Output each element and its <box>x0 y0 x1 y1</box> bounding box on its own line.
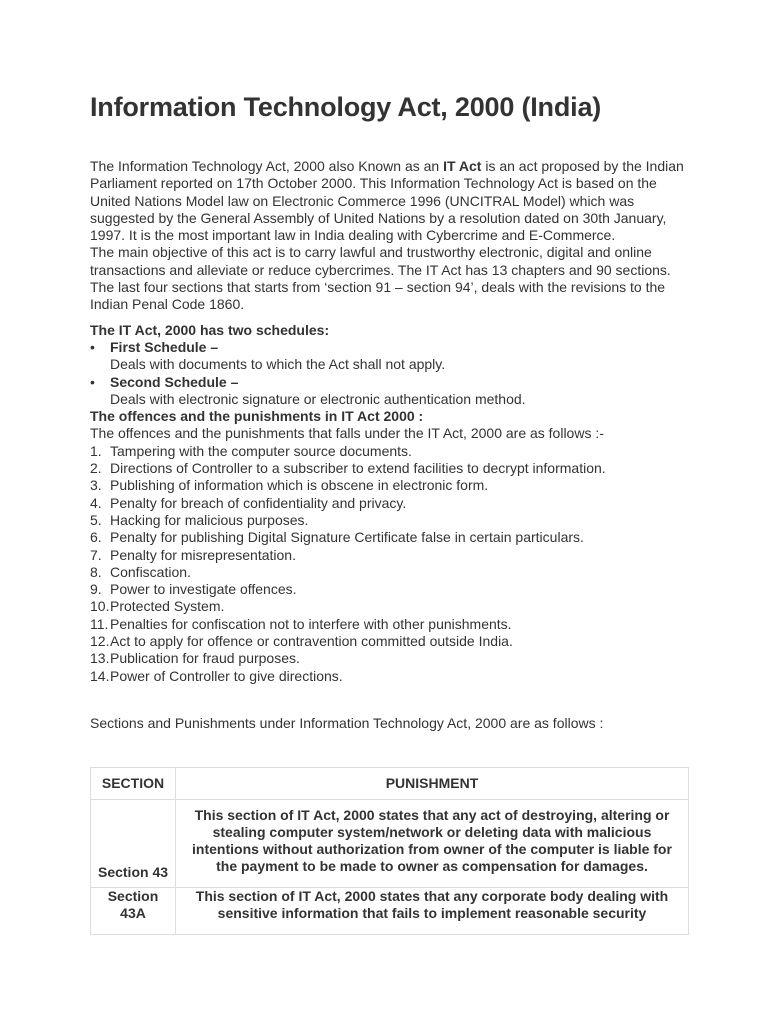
list-item <box>90 564 690 581</box>
document-body <box>90 158 690 685</box>
list-number: 9. <box>90 581 102 598</box>
list-number: 5. <box>90 511 102 528</box>
offence-text: Penalty for breach of confidentiality and privacy. <box>110 494 407 511</box>
list-item <box>90 581 690 598</box>
header-punishment: PUNISHMENT <box>176 768 689 800</box>
list-item <box>90 529 690 546</box>
offence-text: Act to apply for offence or contravention committed outside India. <box>110 633 513 650</box>
intro-bold-it-act: IT Act <box>443 158 482 174</box>
offence-text: Publishing of information which is obscene in electronic form. <box>110 477 489 494</box>
list-item <box>90 616 690 633</box>
section-cell: Section 43 <box>91 800 176 888</box>
schedule-description: Deals with documents to which the Act shall not apply. <box>110 356 446 373</box>
sections-table <box>90 767 689 935</box>
list-item <box>90 512 690 529</box>
list-number: 3. <box>90 477 102 494</box>
offence-text: Protected System. <box>110 598 225 615</box>
punishment-cell: This section of IT Act, 2000 states that any corporate body dealing with sensitive information that fails to implement reasonable security <box>176 888 689 935</box>
table-row <box>91 888 689 935</box>
schedule-title: Second Schedule – <box>110 373 239 390</box>
schedule-title: First Schedule – <box>110 338 219 355</box>
list-number: 8. <box>90 563 102 580</box>
bullet-icon: • <box>90 373 95 390</box>
list-number: 4. <box>90 494 102 511</box>
list-item <box>90 443 690 460</box>
list-item <box>90 650 690 667</box>
list-number: 11. <box>90 615 109 632</box>
offence-text: Power to investigate offences. <box>110 581 297 598</box>
offence-text: Power of Controller to give directions. <box>110 667 343 684</box>
offences-intro: The offences and the punishments that falls under the IT Act, 2000 are as follows :- <box>90 425 604 442</box>
list-item <box>90 374 690 409</box>
schedules-heading: The IT Act, 2000 has two schedules: <box>90 321 330 338</box>
offences-list <box>90 443 690 685</box>
list-number: 7. <box>90 546 102 563</box>
table-header-row <box>91 768 689 800</box>
list-number: 13. <box>90 650 110 667</box>
offence-text: Penalty for misrepresentation. <box>110 546 296 563</box>
list-item <box>90 668 690 685</box>
intro-text-start: The Information Technology Act, 2000 also Known as an <box>90 158 444 174</box>
list-item <box>90 477 690 494</box>
offence-text: Hacking for malicious purposes. <box>110 511 309 528</box>
section-cell: Section 43A <box>91 888 176 935</box>
intro-paragraph-2: The main objective of this act is to carry lawful and trustworthy electronic, digital and online transactions and alleviate or reduce cybercrimes. The IT Act has 13 chapters and 90 sections. The last four sections that starts from ‘section 91 – section 94’, deals with the revisions to the Indian Penal Code 1860. <box>90 244 671 313</box>
punishment-cell: This section of IT Act, 2000 states that any act of destroying, altering or stealing computer system/network or deleting data with malicious intentions without authorization from owner of the computer is liable for the payment to be made to owner as compensation for damages. <box>176 800 689 888</box>
offence-text: Penalty for publishing Digital Signature Certificate false in certain particulars. <box>110 529 584 546</box>
list-number: 14. <box>90 667 110 684</box>
list-number: 6. <box>90 529 102 546</box>
list-item <box>90 633 690 650</box>
list-item <box>90 495 690 512</box>
list-number: 12. <box>90 633 110 650</box>
offence-text: Publication for fraud purposes. <box>110 650 300 667</box>
list-item <box>90 460 690 477</box>
bullet-icon: • <box>90 338 95 355</box>
list-item <box>90 339 690 374</box>
list-number: 1. <box>90 442 102 459</box>
intro-paragraph-1 <box>90 158 690 244</box>
table-row <box>91 800 689 888</box>
list-item <box>90 547 690 564</box>
list-number: 2. <box>90 460 102 477</box>
offence-text: Directions of Controller to a subscriber to extend facilities to decrypt information. <box>110 460 606 477</box>
sections-intro: Sections and Punishments under Information Technology Act, 2000 are as follows : <box>90 715 604 731</box>
schedules-list <box>90 339 690 408</box>
list-item <box>90 598 690 615</box>
list-number: 10. <box>90 598 110 615</box>
offence-text: Penalties for confiscation not to interfere with other punishments. <box>110 615 512 632</box>
offences-heading: The offences and the punishments in IT Act 2000 : <box>90 408 424 425</box>
schedule-description: Deals with electronic signature or electronic authentication method. <box>110 390 526 407</box>
page-title: Information Technology Act, 2000 (India) <box>90 92 602 122</box>
intro-text-end: is an act proposed by the Indian Parliament reported on 17th October 2000. This Information Technology Act is based on the United Nations Model law on Electronic Commerce 1996 (UNCITRAL Model) which was suggested by the General Assembly of United Nations by a resolution dated on 30th January, 1997. It is the most important law in India dealing with Cybercrime and E-Commerce. <box>90 158 684 244</box>
offence-text: Tampering with the computer source documents. <box>110 442 412 459</box>
offence-text: Confiscation. <box>110 563 191 580</box>
header-section: SECTION <box>91 768 176 800</box>
